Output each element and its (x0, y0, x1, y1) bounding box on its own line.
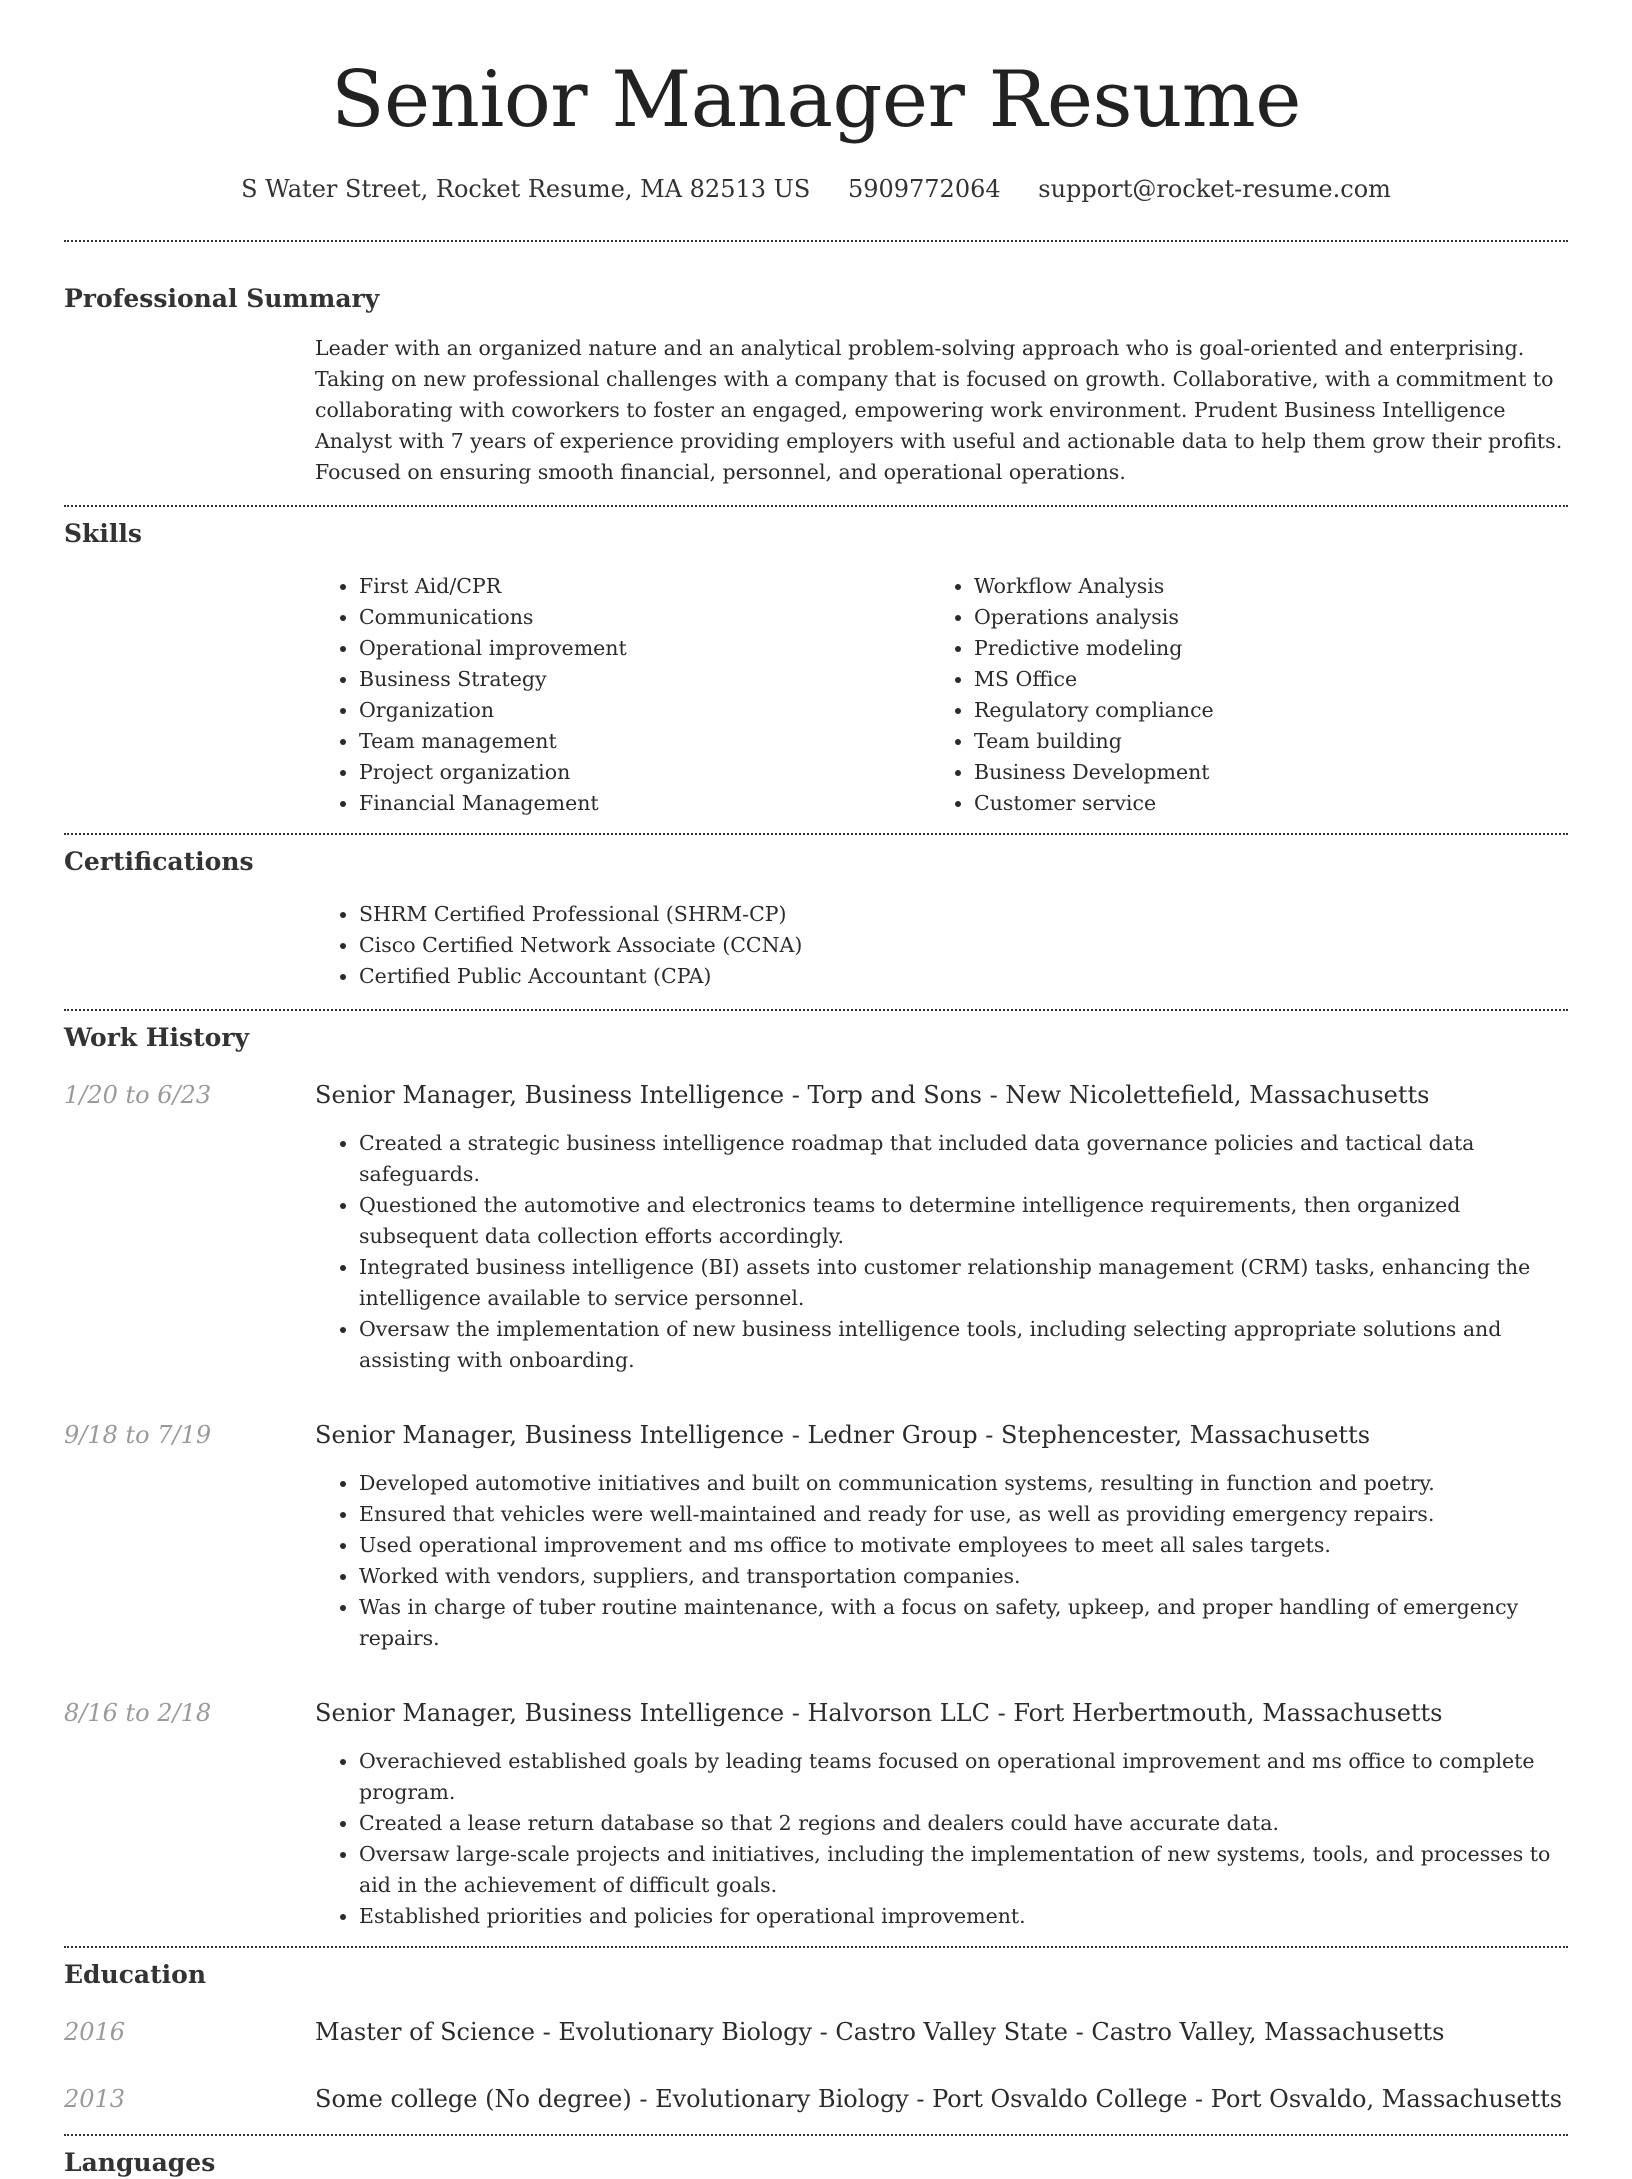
job-title: Senior Manager, Business Intelligence - Halvorson LLC - Fort Herbertmouth, Massachusetts (315, 1699, 1443, 1727)
education-section (64, 1959, 1568, 2115)
divider (64, 1946, 1568, 1948)
page-title: Senior Manager Resume (331, 55, 1301, 145)
summary-section (64, 283, 1568, 488)
divider (64, 240, 1568, 242)
certifications-section (64, 846, 1568, 992)
contact-email: support@rocket-resume.com (1038, 175, 1391, 203)
certifications-content (315, 899, 1568, 992)
skill-item: • Operational improvement (359, 633, 930, 664)
contact-phone: 5909772064 (847, 175, 1001, 203)
job-bullets (315, 1128, 1568, 1376)
skill-item: • Operations analysis (974, 602, 1545, 633)
job-bullet-list (315, 1128, 1568, 1376)
divider (64, 505, 1568, 507)
job-bullet: • Oversaw the implementation of new business intelligence tools, including selecting appropriate solutions and assisting with onboarding. (359, 1314, 1568, 1376)
skills-heading: Skills (64, 519, 142, 548)
job-bullet-list (315, 1468, 1568, 1654)
job-dates: 8/16 to 2/18 (64, 1699, 212, 1727)
job-entry (64, 1697, 1568, 1932)
skill-item: • Business Development (974, 757, 1545, 788)
job-bullet: • Overachieved established goals by leading teams focused on operational improvement and ms office to complete program. (359, 1746, 1568, 1808)
skill-item: • Customer service (974, 788, 1545, 819)
job-dates: 1/20 to 6/23 (64, 1081, 212, 1109)
education-title: Master of Science - Evolutionary Biology - Castro Valley State - Castro Valley, Massachusetts (315, 2018, 1445, 2046)
job-bullets (315, 1746, 1568, 1932)
skill-item: • Financial Management (359, 788, 930, 819)
divider (64, 2134, 1568, 2136)
education-title: Some college (No degree) - Evolutionary Biology - Port Osvaldo College - Port Osvaldo, Massachusetts (315, 2085, 1563, 2113)
job-bullet: • Developed automotive initiatives and built on communication systems, resulting in function and poetry. (359, 1468, 1568, 1499)
education-entry (64, 2016, 1568, 2048)
job-bullet: • Created a strategic business intelligence roadmap that included data governance policies and tactical data safeguards. (359, 1128, 1568, 1190)
contact-address: S Water Street, Rocket Resume, MA 82513 US (241, 175, 811, 203)
skill-item: • Workflow Analysis (974, 571, 1545, 602)
skill-item: • Business Strategy (359, 664, 930, 695)
contact-line (0, 174, 1632, 204)
education-year: 2016 (64, 2018, 126, 2046)
job-bullets (315, 1468, 1568, 1654)
divider (64, 833, 1568, 835)
skill-item: • Predictive modeling (974, 633, 1545, 664)
skills-list-right (930, 571, 1545, 819)
job-bullet: • Established priorities and policies for operational improvement. (359, 1901, 1568, 1932)
job-bullet: • Questioned the automotive and electronics teams to determine intelligence requirements, then organized subsequent data collection efforts accordingly. (359, 1190, 1568, 1252)
job-bullet-list (315, 1746, 1568, 1932)
skills-section (64, 518, 1568, 819)
skill-item: • Communications (359, 602, 930, 633)
skill-item: • First Aid/CPR (359, 571, 930, 602)
job-entry (64, 1079, 1568, 1376)
job-bullet: • Worked with vendors, suppliers, and transportation companies. (359, 1561, 1568, 1592)
summary-text: Leader with an organized nature and an analytical problem-solving approach who is goal-oriented and enterprising. Taking on new professional challenges with a company that is focused on growth. Collaborative, with a commitment to collaborating with coworkers to foster an engaged, empowering work environment. Prudent Business Intelligence Analyst with 7 years of experience providing employers with useful and actionable data to help them grow their profits. Focused on ensuring smooth financial, personnel, and operational operations. (315, 336, 1563, 484)
skill-item: • MS Office (974, 664, 1545, 695)
job-bullet: • Integrated business intelligence (BI) assets into customer relationship management (CRM) tasks, enhancing the intelligence available to service personnel. (359, 1252, 1568, 1314)
skill-item: • Team management (359, 726, 930, 757)
certification-item: • Cisco Certified Network Associate (CCNA) (359, 930, 1568, 961)
job-title: Senior Manager, Business Intelligence - Torp and Sons - New Nicolettefield, Massachusetts (315, 1081, 1430, 1109)
education-year: 2013 (64, 2085, 126, 2113)
skill-item: • Project organization (359, 757, 930, 788)
education-heading: Education (64, 1960, 207, 1989)
certifications-heading: Certifications (64, 847, 254, 876)
languages-section (64, 2147, 1568, 2179)
job-dates: 9/18 to 7/19 (64, 1421, 212, 1449)
summary-heading: Professional Summary (64, 284, 380, 313)
skill-item: • Regulatory compliance (974, 695, 1545, 726)
languages-heading: Languages (64, 2148, 216, 2177)
job-bullet: • Created a lease return database so that 2 regions and dealers could have accurate data. (359, 1808, 1568, 1839)
skill-item: • Organization (359, 695, 930, 726)
skill-item: • Team building (974, 726, 1545, 757)
job-bullet: • Ensured that vehicles were well-maintained and ready for use, as well as providing emergency repairs. (359, 1499, 1568, 1530)
education-entry (64, 2083, 1568, 2115)
job-title: Senior Manager, Business Intelligence - Ledner Group - Stephencester, Massachusetts (315, 1421, 1371, 1449)
certification-item: • SHRM Certified Professional (SHRM-CP) (359, 899, 1568, 930)
certifications-list (315, 899, 1568, 992)
skills-columns (315, 571, 1568, 819)
skills-list-left (315, 571, 930, 819)
job-bullet: • Was in charge of tuber routine maintenance, with a focus on safety, upkeep, and proper handling of emergency repairs. (359, 1592, 1568, 1654)
work-history-section (64, 1022, 1568, 1932)
job-bullet: • Used operational improvement and ms office to motivate employees to meet all sales targets. (359, 1530, 1568, 1561)
job-entry (64, 1419, 1568, 1654)
certification-item: • Certified Public Accountant (CPA) (359, 961, 1568, 992)
job-bullet: • Oversaw large-scale projects and initiatives, including the implementation of new systems, tools, and processes to aid in the achievement of difficult goals. (359, 1839, 1568, 1901)
divider (64, 1009, 1568, 1011)
work-history-heading: Work History (64, 1023, 250, 1052)
